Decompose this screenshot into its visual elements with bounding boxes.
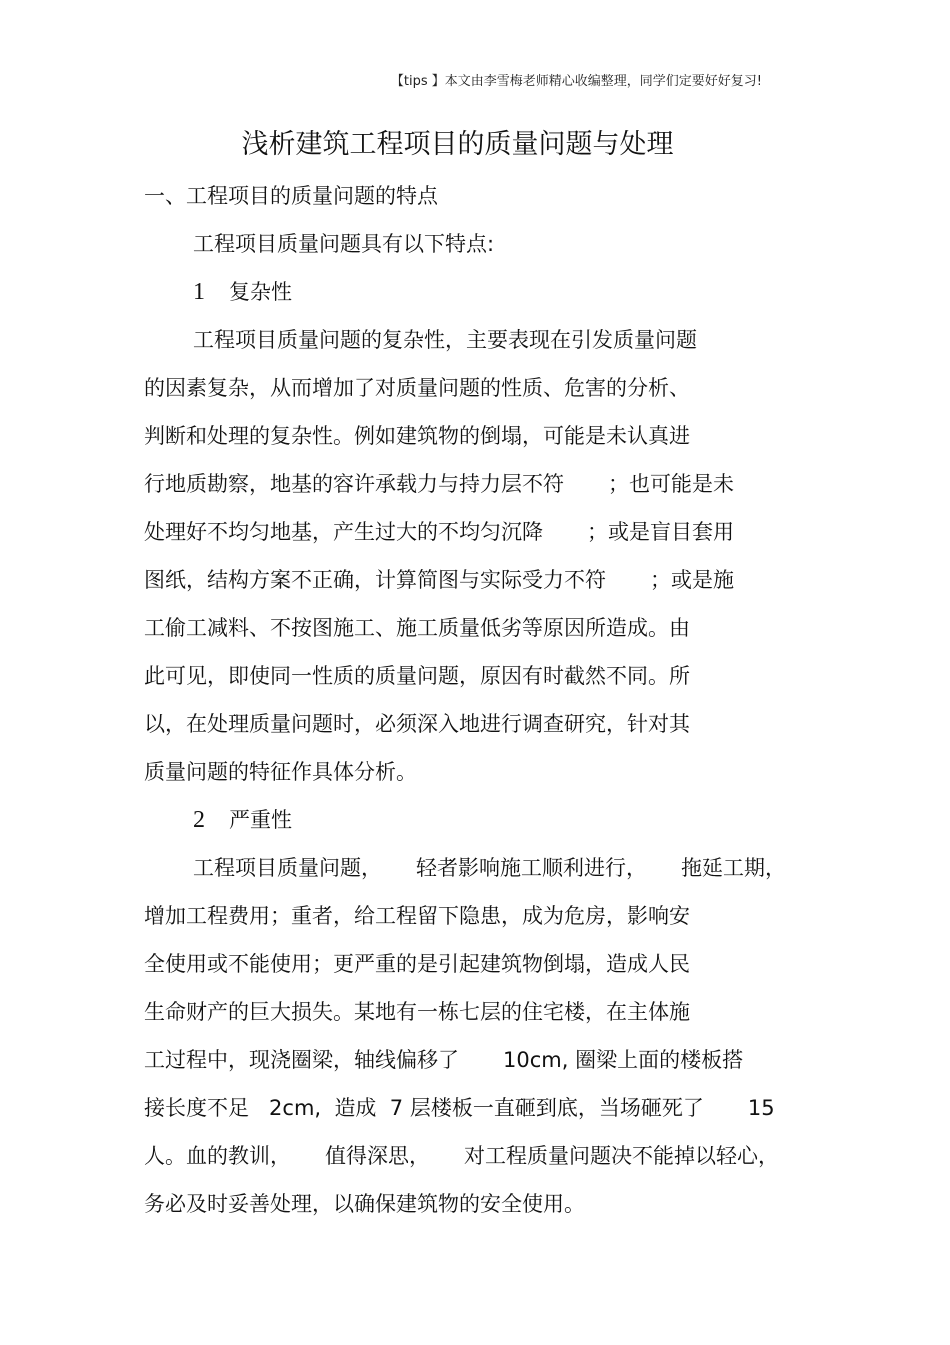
paragraph-line	[144, 469, 734, 499]
item-number: 2	[193, 807, 205, 833]
text-run: 拖延工期，	[681, 856, 786, 880]
text-run: 轻者影响施工顺利进行，	[416, 856, 647, 880]
text-run: 工过程中，现浇圈梁，轴线偏移了	[144, 1048, 459, 1072]
text-run: ；也可能是未	[608, 472, 734, 496]
item-heading	[193, 805, 292, 835]
paragraph-line: 的因素复杂，从而增加了对质量问题的性质、危害的分析、	[144, 376, 690, 400]
item-number: 1	[193, 279, 205, 305]
text-run: 造成	[334, 1096, 377, 1120]
paragraph-line	[144, 517, 734, 547]
paragraph-line	[144, 901, 690, 931]
text-run: ；或是施	[650, 568, 734, 592]
paragraph-line: 质量问题的特征作具体分析。	[144, 760, 417, 784]
text-run: 图纸，结构方案不正确，计算简图与实际受力不符	[144, 568, 606, 592]
document-title: 浅析建筑工程项目的质量问题与处理	[241, 129, 674, 160]
text-run: 增加工程费用	[144, 904, 270, 928]
text-run: ；或是盲目套用	[587, 520, 734, 544]
text-run: 对工程质量问题决不能掉以轻心，	[464, 1144, 779, 1168]
paragraph-line: 判断和处理的复杂性。例如建筑物的倒塌，可能是未认真进	[144, 424, 690, 448]
text-run: 人。血的教训，	[144, 1144, 291, 1168]
text-run: ；更严重的是引起建筑物倒塌，造成人民	[312, 952, 690, 976]
item-label: 严重性	[229, 808, 292, 832]
text-run: 10cm,	[503, 1048, 569, 1072]
text-run: 圈梁上面的楼板搭	[575, 1048, 744, 1072]
item-label: 复杂性	[229, 280, 292, 304]
paragraph-line	[144, 1093, 775, 1123]
paragraph-line: 务必及时妥善处理，以确保建筑物的安全使用。	[144, 1192, 585, 1216]
paragraph-line	[144, 565, 734, 595]
text-run: 7 层楼板一直砸到底，当场砸死了	[389, 1096, 704, 1120]
text-run: 15	[747, 1096, 775, 1120]
item-heading	[193, 277, 292, 307]
text-run: 值得深思，	[325, 1144, 430, 1168]
text-run: 接长度不足	[144, 1096, 249, 1120]
text-run: 行地质勘察，地基的容许承载力与持力层不符	[144, 472, 564, 496]
paragraph-line	[144, 949, 690, 979]
text-run: 工程项目质量问题，	[193, 856, 382, 880]
header-tips: 【tips 】本文由李雪梅老师精心收编整理，同学们定要好好复习!	[390, 74, 762, 89]
text-run: 2cm,	[269, 1096, 322, 1120]
section-intro: 工程项目质量问题具有以下特点:	[193, 232, 495, 256]
text-run: 处理好不均匀地基，产生过大的不均匀沉降	[144, 520, 543, 544]
paragraph-line: 工程项目质量问题的复杂性，主要表现在引发质量问题	[193, 328, 697, 352]
paragraph-line	[144, 1045, 743, 1075]
paragraph-line	[193, 853, 786, 883]
text-run: 全使用或不能使用	[144, 952, 312, 976]
paragraph-line: 生命财产的巨大损失。某地有一栋七层的住宅楼，在主体施	[144, 1000, 690, 1024]
paragraph-line: 以，在处理质量问题时，必须深入地进行调查研究，针对其	[144, 712, 690, 736]
paragraph-line: 工偷工减料、不按图施工、施工质量低劣等原因所造成。由	[144, 616, 690, 640]
paragraph-line	[144, 1141, 779, 1171]
section-heading: 一、工程项目的质量问题的特点	[144, 184, 438, 208]
paragraph-line: 此可见，即使同一性质的质量问题，原因有时截然不同。所	[144, 664, 690, 688]
text-run: ；重者，给工程留下隐患，成为危房，影响安	[270, 904, 690, 928]
